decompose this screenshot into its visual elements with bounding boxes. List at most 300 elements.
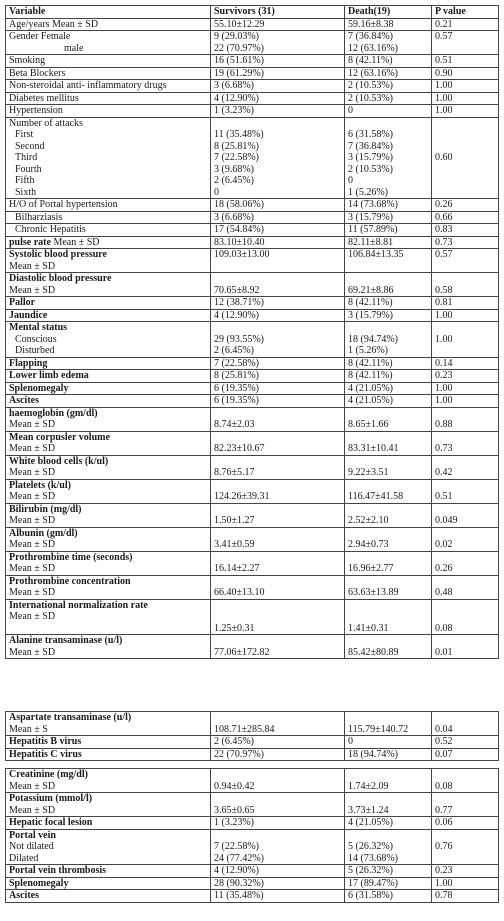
cell-line: Ascites	[9, 890, 39, 901]
cell-line: 0.81	[435, 297, 453, 308]
cell-line: Fourth	[15, 163, 42, 175]
variable-cell	[6, 503, 211, 527]
cell-line: 3 (6.68%)	[214, 211, 254, 223]
cell-line: 7 (22.58%)	[214, 152, 259, 163]
cell-line: Mean ± SD	[9, 515, 56, 526]
cell-line: Mean ± SD	[9, 804, 56, 816]
survivors-cell	[211, 357, 345, 370]
cell-line: Hepatic focal lesion	[9, 817, 93, 828]
cell-line: 28 (90.32%)	[214, 877, 264, 889]
cell-line	[348, 712, 428, 724]
survivors-cell	[211, 575, 345, 599]
variable-cell	[6, 407, 211, 431]
death-cell	[345, 67, 432, 80]
cell-line: Diastolic blood pressure	[9, 273, 112, 284]
table-row	[6, 80, 499, 93]
variable-cell	[6, 712, 211, 736]
variable-cell	[6, 249, 211, 273]
death-cell	[345, 829, 432, 865]
table-row	[6, 748, 499, 761]
survivors-cell	[211, 18, 345, 31]
death-cell	[345, 395, 432, 408]
cell-line: Mean ± SD	[9, 611, 56, 622]
cell-line: Mean ± SD	[9, 443, 56, 454]
death-cell	[345, 117, 432, 199]
cell-line	[214, 504, 341, 516]
cell-line: 7 (22.58%)	[214, 841, 259, 852]
p-value-cell	[432, 224, 499, 237]
cell-line	[348, 456, 428, 468]
survivors-cell	[211, 31, 345, 55]
cell-line: Ascites	[9, 395, 39, 406]
cell-line: 8.74±2.03	[214, 419, 255, 430]
cell-line: 0.83	[435, 224, 453, 235]
cell-line: 2 (10.53%)	[348, 80, 393, 91]
cell-line	[435, 480, 495, 492]
cell-line	[348, 480, 428, 492]
cell-line: 8.76±5.17	[214, 467, 255, 478]
cell-line: 19 (61.29%)	[214, 67, 264, 79]
cell-line: 0.66	[435, 211, 453, 223]
cell-line: 82.11±8.81	[348, 236, 394, 248]
cell-line: Jaundice	[9, 309, 48, 321]
p-value-cell	[432, 890, 499, 903]
variable-cell	[6, 890, 211, 903]
p-value-cell	[432, 877, 499, 890]
variable-cell	[6, 748, 211, 761]
cell-line: Mean ± S	[9, 723, 48, 735]
cell-line	[214, 118, 341, 130]
cell-line: Chronic Hepatitis	[15, 224, 86, 235]
table-row	[6, 599, 499, 635]
table-row	[6, 224, 499, 237]
death-cell	[345, 503, 432, 527]
p-value-cell	[432, 479, 499, 503]
survivors-cell	[211, 370, 345, 383]
cell-line	[214, 322, 341, 334]
p-value-cell	[432, 748, 499, 761]
p-value-cell	[432, 599, 499, 635]
cell-line	[9, 623, 207, 635]
cell-line: male	[64, 42, 84, 54]
death-cell	[345, 236, 432, 249]
cell-line	[214, 830, 341, 842]
cell-line	[435, 830, 495, 842]
cell-line: Mean ± SD	[9, 284, 56, 296]
death-cell	[345, 599, 432, 635]
variable-cell	[6, 6, 211, 19]
death-cell	[345, 382, 432, 395]
variable-cell	[6, 105, 211, 118]
cell-line: 109.03±13.00	[214, 249, 270, 260]
table-row	[6, 31, 499, 55]
cell-line	[435, 793, 495, 805]
variable-cell	[6, 395, 211, 408]
cell-line	[435, 600, 495, 612]
cell-line: Mean corpusler volume	[9, 431, 110, 443]
cell-line: White blood cells (k/ul)	[9, 455, 109, 467]
table-row	[6, 431, 499, 455]
cell-line: 17 (54.84%)	[214, 224, 264, 235]
cell-line: 83.10±10.40	[214, 236, 265, 248]
table-row	[6, 6, 499, 19]
table-row	[6, 769, 499, 793]
cell-line	[348, 611, 428, 623]
cell-line: 0.01	[435, 646, 453, 658]
cell-line: 0.26	[435, 199, 453, 210]
cell-line	[348, 793, 428, 805]
table-row	[6, 712, 499, 736]
cell-line: 0.51	[435, 491, 453, 502]
cell-line: 7 (36.84%)	[348, 31, 393, 42]
cell-line: 0.76	[435, 841, 453, 852]
variable-cell	[6, 273, 211, 297]
cell-line	[435, 635, 495, 647]
table-row	[6, 67, 499, 80]
cell-line: Mean ± SD	[9, 467, 56, 478]
cell-line	[214, 611, 341, 623]
death-cell	[345, 817, 432, 830]
p-value-cell	[432, 236, 499, 249]
cell-line	[435, 769, 495, 781]
cell-line: 0.26	[435, 563, 453, 574]
variable-cell	[6, 224, 211, 237]
cell-line: 3 (6.68%)	[214, 80, 254, 91]
cell-line: haemoglobin (gm/dl)	[9, 407, 98, 419]
p-value-cell	[432, 309, 499, 322]
p-value-cell	[432, 829, 499, 865]
death-cell	[345, 877, 432, 890]
variable-cell	[6, 793, 211, 817]
cell-line: 1.25±0.31	[214, 622, 255, 634]
variable-cell	[6, 865, 211, 878]
cell-line: 8 (42.11%)	[348, 370, 393, 381]
table-row	[6, 575, 499, 599]
death-cell	[345, 736, 432, 749]
cell-line: 6 (19.35%)	[214, 382, 259, 394]
cell-line: 4 (21.05%)	[348, 817, 393, 828]
cell-line: 0.73	[435, 443, 453, 454]
cell-line: 1.00	[435, 395, 453, 406]
cell-line: 3 (15.79%)	[348, 152, 393, 163]
p-value-cell	[432, 431, 499, 455]
cell-line: Beta Blockers	[9, 67, 66, 79]
cell-line	[435, 456, 495, 468]
cell-line	[348, 322, 428, 334]
survivors-cell	[211, 877, 345, 890]
cell-line	[214, 456, 341, 468]
death-cell	[345, 748, 432, 761]
cell-line: Mean ± SD	[9, 260, 56, 272]
cell-line: Alanine transaminase (u/l)	[9, 635, 123, 646]
cell-line: Aspartate transaminase (u/l)	[9, 712, 132, 723]
cell-line: 8.65±1.66	[348, 419, 389, 430]
p-value-cell	[432, 395, 499, 408]
cell-line: 4 (21.05%)	[348, 382, 393, 394]
cell-line: Mean ± SD	[9, 646, 56, 658]
p-value-cell	[432, 575, 499, 599]
p-value-cell	[432, 817, 499, 830]
cell-line: Fifth	[15, 175, 35, 186]
cell-line	[435, 576, 495, 588]
death-cell	[345, 18, 432, 31]
death-cell	[345, 890, 432, 903]
cell-line: 0.77	[435, 804, 453, 816]
p-value-cell	[432, 105, 499, 118]
variable-cell	[6, 55, 211, 68]
variable-cell	[6, 80, 211, 93]
cell-line: Hepatitis B virus	[9, 736, 82, 747]
cell-line: 0.78	[435, 890, 453, 901]
variable-cell	[6, 551, 211, 575]
cell-line: 11 (57.89%)	[348, 224, 398, 235]
cell-line: 0.23	[435, 865, 453, 876]
cell-line	[435, 552, 495, 564]
cell-line	[348, 830, 428, 842]
cell-line: 8 (42.11%)	[348, 55, 393, 66]
cell-line: 11 (35.48%)	[214, 890, 264, 901]
cell-line: Flapping	[9, 357, 48, 369]
table-row	[6, 309, 499, 322]
cell-line: 55.10±12.29	[214, 18, 265, 30]
cell-line: 14 (73.68%)	[348, 199, 398, 210]
cell-line: 0.57	[435, 31, 453, 42]
variable-cell	[6, 92, 211, 105]
cell-line: Bilirubin (mg/dl)	[9, 503, 82, 515]
cell-line	[435, 611, 495, 623]
cell-line: Smoking	[9, 55, 46, 66]
p-value-cell	[432, 117, 499, 199]
cell-line: 4 (12.90%)	[214, 309, 259, 321]
cell-line: 108.71±285.84	[214, 723, 275, 735]
cell-line: 12 (63.16%)	[348, 67, 398, 79]
variable-cell	[6, 117, 211, 199]
cell-line: 1 (5.26%)	[348, 345, 388, 356]
p-value-cell	[432, 551, 499, 575]
cell-line: Mental status	[9, 322, 68, 333]
cell-line: 0.58	[435, 284, 453, 296]
variable-cell	[6, 18, 211, 31]
cell-line: 8 (25.81%)	[214, 370, 259, 381]
variable-cell	[6, 370, 211, 383]
survivors-cell	[211, 395, 345, 408]
cell-line: 1.00	[435, 333, 453, 345]
cell-line: 1 (5.26%)	[348, 186, 388, 198]
survivors-cell	[211, 551, 345, 575]
cell-line	[348, 408, 428, 420]
table-row	[6, 407, 499, 431]
death-cell	[345, 407, 432, 431]
cell-line	[214, 408, 341, 420]
table-row	[6, 455, 499, 479]
variable-cell	[6, 297, 211, 310]
cell-line: 0.14	[435, 357, 453, 369]
cell-line	[214, 793, 341, 805]
cell-line: 83.31±10.41	[348, 443, 399, 454]
survivors-cell	[211, 479, 345, 503]
p-value-cell	[432, 370, 499, 383]
survivors-cell	[211, 865, 345, 878]
death-cell	[345, 479, 432, 503]
cell-line: Splenomegaly	[9, 877, 69, 889]
survivors-cell	[211, 382, 345, 395]
cell-line: Third	[15, 152, 38, 163]
cell-line: Pallor	[9, 297, 36, 308]
cell-line: 0.04	[435, 723, 453, 735]
variable-cell	[6, 575, 211, 599]
survivors-cell	[211, 249, 345, 273]
p-value-cell	[432, 635, 499, 659]
variable-cell	[6, 431, 211, 455]
table-row	[6, 55, 499, 68]
survivors-cell	[211, 748, 345, 761]
survivors-cell	[211, 829, 345, 865]
cell-line: 14 (73.68%)	[348, 852, 398, 864]
death-cell	[345, 249, 432, 273]
cell-line: 3.65±0.65	[214, 804, 255, 816]
cell-line	[348, 432, 428, 444]
p-value-cell	[432, 769, 499, 793]
table-row	[6, 635, 499, 659]
survivors-cell	[211, 67, 345, 80]
table-row	[6, 503, 499, 527]
cell-line: 3 (9.68%)	[214, 163, 254, 175]
cell-line: 1.00	[435, 92, 453, 104]
death-cell	[345, 199, 432, 212]
table-row	[6, 211, 499, 224]
variable-cell	[6, 599, 211, 635]
death-cell	[345, 769, 432, 793]
cell-line: Mean ± SD	[9, 491, 56, 502]
cell-line: Dilated	[9, 852, 39, 864]
cell-line: 0.48	[435, 587, 453, 598]
cell-line: Creatinine (mg/dl)	[9, 769, 88, 780]
cell-line: 0	[348, 736, 353, 747]
survivors-cell	[211, 273, 345, 297]
cell-line: 1.74±2.09	[348, 780, 389, 792]
cell-line	[435, 322, 495, 334]
survivors-cell	[211, 769, 345, 793]
variable-cell	[6, 877, 211, 890]
cell-line: 3 (15.79%)	[348, 211, 393, 223]
cell-line: 0.42	[435, 467, 453, 478]
cell-line: 106.84±13.35	[348, 249, 404, 260]
survivors-cell	[211, 105, 345, 118]
cell-line: 0.52	[435, 736, 453, 747]
survivors-cell	[211, 736, 345, 749]
cell-line: 115.79±140.72	[348, 723, 409, 735]
cell-line: 2.94±0.73	[348, 539, 389, 550]
cell-line: 70.65±8.92	[214, 284, 260, 296]
cell-line: Variable	[9, 6, 46, 17]
cell-line: 6 (31.58%)	[348, 890, 393, 901]
cell-line: International normalization rate	[9, 599, 148, 611]
variable-cell	[6, 236, 211, 249]
cell-line	[348, 635, 428, 647]
table-row	[6, 92, 499, 105]
p-value-cell	[432, 249, 499, 273]
survivors-cell	[211, 503, 345, 527]
cell-line	[214, 635, 341, 647]
table-row	[6, 527, 499, 551]
cell-line: 124.26±39.31	[214, 491, 270, 502]
cell-line: 8 (25.81%)	[214, 140, 259, 152]
survivors-cell	[211, 55, 345, 68]
survivors-cell	[211, 199, 345, 212]
cell-line	[435, 712, 495, 724]
cell-line: 7 (36.84%)	[348, 140, 393, 152]
p-value-cell	[432, 297, 499, 310]
cell-line: 8 (42.11%)	[348, 297, 393, 308]
cell-line: 3 (15.79%)	[348, 309, 393, 321]
cell-line: 22 (70.97%)	[214, 748, 264, 760]
cell-line: 1.00	[435, 877, 453, 889]
hepatitis-table	[5, 711, 499, 761]
death-cell	[345, 309, 432, 322]
p-value-cell	[432, 199, 499, 212]
variable-cell	[6, 635, 211, 659]
cell-line: 4 (21.05%)	[348, 395, 393, 406]
variable-cell	[6, 67, 211, 80]
cell-line: First	[15, 129, 34, 140]
death-cell	[345, 575, 432, 599]
p-value-cell	[432, 67, 499, 80]
cell-line: 0	[348, 175, 353, 186]
cell-line: Disturbed	[15, 345, 55, 356]
survivors-cell	[211, 712, 345, 736]
p-value-cell	[432, 455, 499, 479]
cell-line: Death(19)	[348, 6, 391, 17]
p-value-cell	[432, 322, 499, 358]
cell-line: Prothrombine time (seconds)	[9, 551, 133, 563]
cell-line: 69.21±8.86	[348, 284, 394, 296]
cell-line: 0.90	[435, 67, 453, 79]
p-value-cell	[432, 793, 499, 817]
cell-line: Systolic blood pressure	[9, 249, 107, 260]
p-value-cell	[432, 273, 499, 297]
cell-line: 0.08	[435, 622, 453, 634]
cell-line: Splenomegaly	[9, 382, 69, 394]
variable-cell	[6, 527, 211, 551]
variable-cell	[6, 479, 211, 503]
cell-line: H/O of Portal hypertension	[9, 199, 118, 210]
cell-line: 5 (26.32%)	[348, 841, 393, 852]
cell-line: 6 (31.58%)	[348, 129, 393, 140]
cell-line: 59.16±8.38	[348, 18, 394, 30]
cell-line	[214, 769, 341, 781]
cell-line	[348, 273, 428, 285]
variable-cell	[6, 199, 211, 212]
survivors-cell	[211, 793, 345, 817]
cell-line: 8 (42.11%)	[348, 357, 393, 369]
survivors-cell	[211, 599, 345, 635]
variable-cell	[6, 357, 211, 370]
table-row	[6, 793, 499, 817]
table-row	[6, 865, 499, 878]
cell-line: 0.049	[435, 515, 458, 526]
cell-line: 6 (19.35%)	[214, 395, 259, 406]
p-value-cell	[432, 211, 499, 224]
table-row	[6, 357, 499, 370]
cell-line: 16.14±2.27	[214, 563, 260, 574]
death-cell	[345, 712, 432, 736]
p-value-cell	[432, 712, 499, 736]
death-cell	[345, 92, 432, 105]
cell-line: 2 (6.45%)	[214, 345, 254, 356]
survivors-cell	[211, 455, 345, 479]
cell-line: Portal vein	[9, 829, 56, 841]
cell-line: 0.94±0.42	[214, 780, 255, 792]
